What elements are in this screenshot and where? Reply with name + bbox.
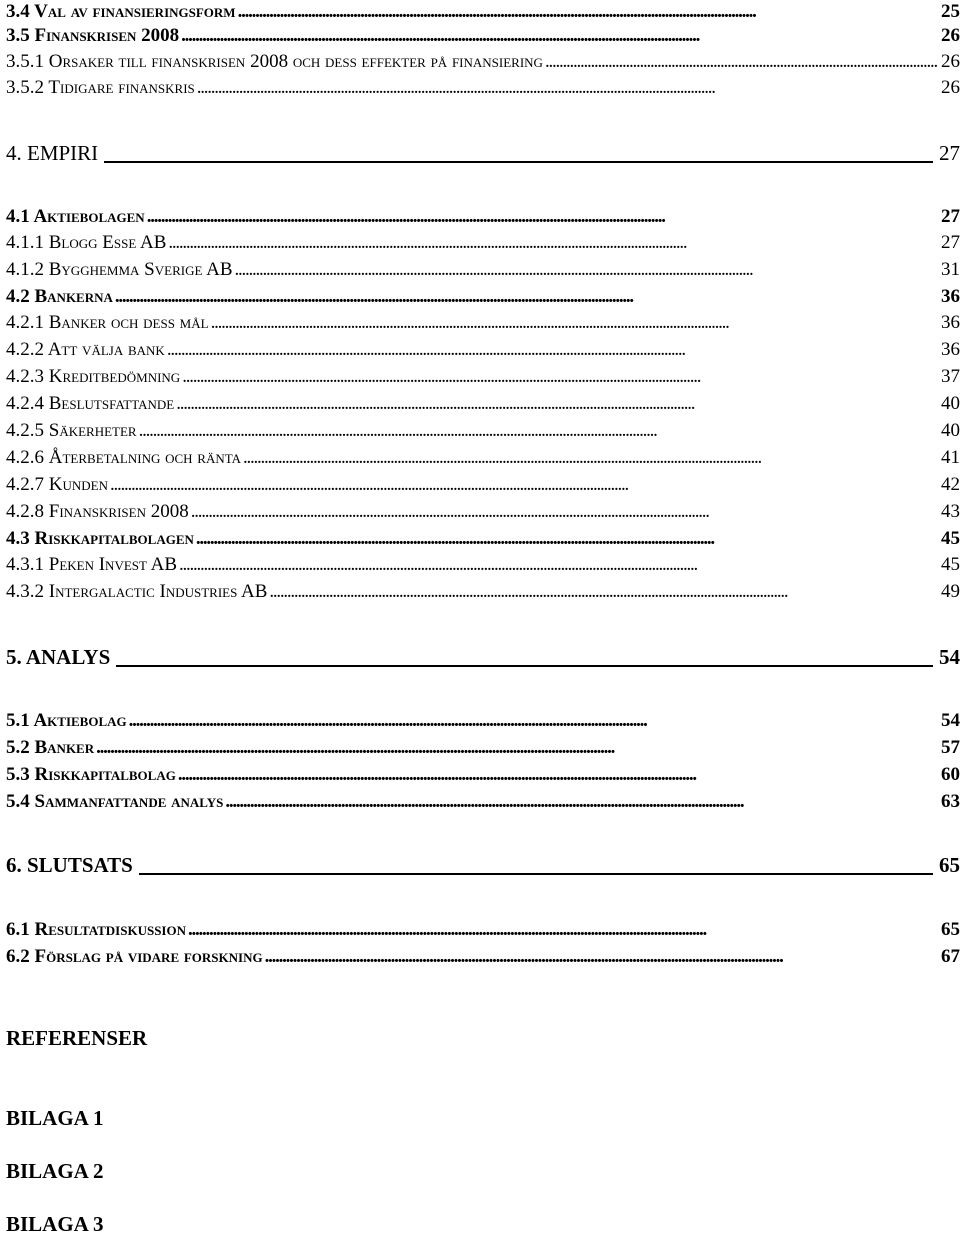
toc-entry[interactable] (6, 763, 960, 787)
dot-leader (243, 446, 937, 470)
chapter-rule (104, 161, 933, 163)
dot-leader (115, 285, 937, 309)
appendix-1-heading[interactable]: BILAGA 1 (6, 1106, 104, 1130)
dot-leader (182, 365, 937, 389)
toc-entry-label: 4.2.7 Kunden (6, 474, 108, 495)
toc-entry-label: 3.5 Finanskrisen 2008 (6, 25, 180, 46)
references-heading[interactable]: REFERENSER (6, 1026, 148, 1050)
toc-entry-label: 4.3 Riskkapitalbolagen (6, 528, 194, 549)
chapter-label: 4. EMPIRI (6, 141, 99, 165)
toc-entry-label: 4.2.5 Säkerheter (6, 420, 137, 441)
dot-leader (139, 419, 937, 443)
toc-entry-page: 57 (941, 737, 960, 758)
dot-leader (235, 258, 938, 282)
dot-leader (196, 527, 937, 551)
toc-entry[interactable] (6, 580, 960, 604)
toc-entry[interactable] (6, 365, 960, 389)
chapter-rule (139, 873, 933, 875)
toc-entry-page: 65 (941, 919, 960, 940)
chapter-label: 6. SLUTSATS (6, 853, 133, 877)
toc-entry[interactable] (6, 311, 960, 335)
dot-leader (225, 790, 937, 814)
dot-leader (129, 709, 937, 733)
chapter-heading-empiri[interactable] (6, 140, 960, 166)
toc-entry-page: 42 (941, 474, 960, 495)
chapter-page: 27 (939, 141, 960, 165)
dot-leader (110, 473, 937, 497)
toc-entry-page: 40 (941, 393, 960, 414)
toc-entry-label: 4.2.4 Beslutsfattande (6, 393, 175, 414)
toc-entry-page: 25 (941, 1, 960, 22)
toc-entry-label: 4.3.2 Intergalactic Industries AB (6, 581, 268, 602)
toc-entry-label: 5.2 Banker (6, 737, 95, 758)
toc-entry[interactable] (6, 918, 960, 942)
toc-entry-page: 36 (941, 312, 960, 333)
toc-entry[interactable] (6, 527, 960, 551)
toc-entry[interactable] (6, 76, 960, 100)
toc-entry-page: 45 (941, 528, 960, 549)
toc-entry-page: 49 (941, 581, 960, 602)
chapter-rule (116, 665, 933, 667)
toc-entry[interactable] (6, 473, 960, 497)
toc-entry-label: 5.4 Sammanfattande analys (6, 791, 224, 812)
toc-entry-page: 45 (941, 554, 960, 575)
dot-leader (238, 0, 937, 24)
toc-entry[interactable] (6, 709, 960, 733)
chapter-page: 54 (939, 645, 960, 669)
dot-leader (168, 231, 937, 255)
toc-entry-label: 4.2.3 Kreditbedömning (6, 366, 181, 387)
toc-entry[interactable] (6, 392, 960, 416)
toc-entry-label: 3.5.2 Tidigare finanskris (6, 77, 195, 98)
toc-entry-page: 26 (941, 25, 960, 46)
chapter-label: 5. ANALYS (6, 645, 111, 669)
toc-entry-page: 36 (941, 339, 960, 360)
toc-entry[interactable] (6, 790, 960, 814)
toc-entry-label: 3.4 Val av finansieringsform (6, 1, 236, 22)
toc-entry[interactable] (6, 945, 960, 969)
toc-entry[interactable] (6, 500, 960, 524)
dot-leader (211, 311, 937, 335)
toc-entry-label: 4.2 Bankerna (6, 286, 113, 307)
toc-entry-label: 6.1 Resultatdiskussion (6, 919, 186, 940)
dot-leader (178, 763, 937, 787)
toc-entry[interactable] (6, 736, 960, 760)
dot-leader (269, 580, 937, 604)
toc-entry[interactable] (6, 24, 960, 48)
toc-entry[interactable] (6, 205, 960, 229)
toc-entry-page: 67 (941, 946, 960, 967)
toc-entry-label: 6.2 Förslag på vidare forskning (6, 946, 263, 967)
toc-entry-page: 26 (941, 77, 960, 98)
dot-leader (188, 918, 937, 942)
dot-leader (96, 736, 937, 760)
toc-entry-page: 60 (941, 764, 960, 785)
toc-entry-label: 4.2.1 Banker och dess mål (6, 312, 209, 333)
toc-entry[interactable] (6, 553, 960, 577)
toc-entry-label: 4.1.2 Bygghemma Sverige AB (6, 259, 233, 280)
toc-entry-page: 36 (941, 286, 960, 307)
dot-leader (265, 945, 937, 969)
toc-entry-page: 43 (941, 501, 960, 522)
toc-entry-page: 54 (941, 710, 960, 731)
toc-entry-label: 4.2.6 Återbetalning och ränta (6, 447, 242, 468)
appendix-3-heading[interactable]: BILAGA 3 (6, 1212, 104, 1236)
dot-leader (176, 392, 937, 416)
toc-entry-label: 4.2.2 Att välja bank (6, 339, 165, 360)
toc-entry-page: 40 (941, 420, 960, 441)
toc-entry-label: 4.1.1 Blogg Esse AB (6, 232, 167, 253)
toc-entry-page: 27 (941, 232, 960, 253)
toc-entry[interactable] (6, 0, 960, 24)
toc-entry[interactable] (6, 231, 960, 255)
toc-entry[interactable] (6, 338, 960, 362)
toc-entry-page: 41 (941, 447, 960, 468)
toc-entry-page: 26 (941, 51, 960, 72)
chapter-heading-slutsats[interactable] (6, 852, 960, 878)
toc-entry-page: 37 (941, 366, 960, 387)
toc-entry-label: 4.2.8 Finanskrisen 2008 (6, 501, 189, 522)
toc-entry[interactable] (6, 258, 960, 282)
dot-leader (197, 76, 937, 100)
toc-entry-label: 5.1 Aktiebolag (6, 710, 127, 731)
toc-entry[interactable] (6, 419, 960, 443)
dot-leader (147, 205, 937, 229)
toc-entry-label: 3.5.1 Orsaker till finanskrisen 2008 och dess effekter på finansiering (6, 51, 543, 72)
dot-leader (545, 50, 937, 74)
chapter-page: 65 (939, 853, 960, 877)
toc-entry[interactable] (6, 285, 960, 309)
dot-leader (191, 500, 937, 524)
dot-leader (167, 338, 937, 362)
toc-entry-page: 63 (941, 791, 960, 812)
toc-entry[interactable] (6, 50, 960, 74)
toc-entry-label: 5.3 Riskkapitalbolag (6, 764, 176, 785)
dot-leader (181, 24, 937, 48)
toc-entry-page: 27 (941, 206, 960, 227)
toc-entry-label: 4.3.1 Peken Invest AB (6, 554, 178, 575)
toc-entry-page: 31 (941, 259, 960, 280)
toc-entry[interactable] (6, 446, 960, 470)
chapter-heading-analys[interactable] (6, 644, 960, 670)
appendix-2-heading[interactable]: BILAGA 2 (6, 1159, 104, 1183)
toc-entry-label: 4.1 Aktiebolagen (6, 206, 145, 227)
dot-leader (179, 553, 937, 577)
